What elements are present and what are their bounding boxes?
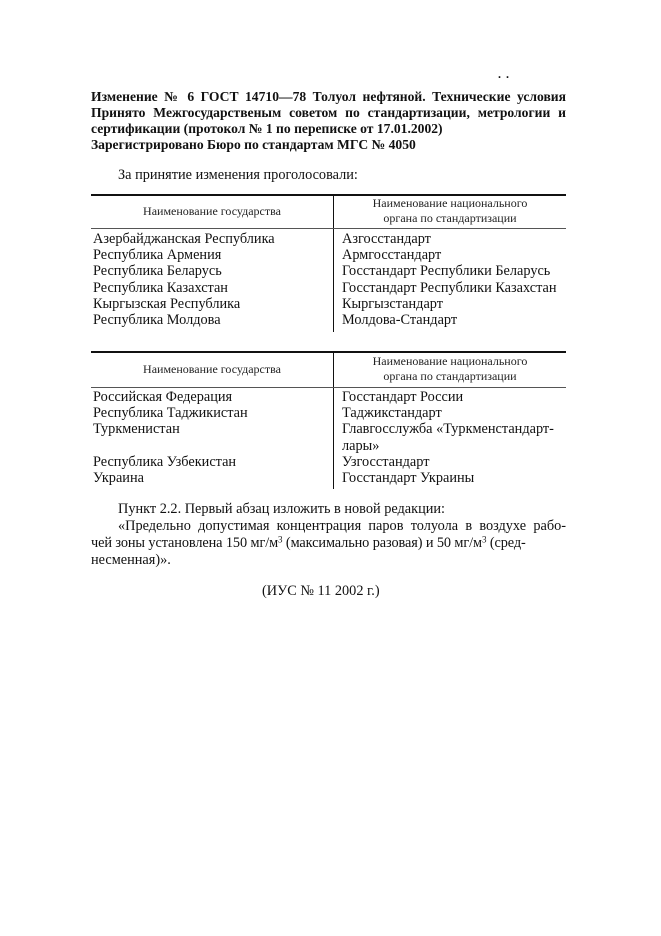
amendment-point: Пункт 2.2. Первый абзац изложить в новой редакции:	[118, 501, 446, 517]
header-dots: . .	[498, 67, 510, 81]
row-state: Республика Армения	[93, 247, 222, 264]
quote-line-3: несменная)».	[91, 552, 171, 568]
voting-table-2	[91, 351, 566, 491]
row-state: Республика Казахстан	[93, 279, 228, 296]
row-state: Украина	[93, 470, 144, 486]
row-state: Азербайджанская Республика	[93, 231, 275, 247]
quote-text-b: (максимально разовая) и 50 мг/м	[282, 535, 482, 551]
row-standards-body: Госстандарт Украины	[342, 470, 475, 486]
header-divider	[91, 228, 566, 229]
row-standards-body: Главгосслужба «Туркменстандарт-	[342, 421, 554, 438]
adopted-line: Принято Межгосударственым советом по стандартизации, метрологии и	[91, 105, 566, 120]
row-standards-body: Кыргызстандарт	[342, 295, 443, 312]
quote-line-2	[91, 535, 526, 551]
row-state: Республика Узбекистан	[93, 453, 237, 470]
row-standards-body: Узгосстандарт	[342, 453, 430, 470]
col-header-state: Наименование государства	[143, 362, 281, 376]
row-standards-body: Армгосстандарт	[342, 247, 442, 264]
amendment-title: Изменение № 6 ГОСТ 14710—78 Толуол нефтяной. Технические условия	[91, 89, 566, 104]
header-divider	[91, 387, 566, 388]
quote-text-a: чей зоны установлена 150 мг/м	[91, 535, 279, 551]
row-standards-body: Молдова-Стандарт	[342, 312, 458, 328]
superscript: 3	[481, 534, 487, 545]
superscript: 3	[278, 534, 283, 545]
col-header-body	[334, 354, 566, 384]
row-state: Туркменистан	[93, 421, 180, 438]
row-standards-body: Таджикстандарт	[342, 405, 442, 422]
col-header-body	[334, 196, 566, 226]
source-reference: (ИУС № 11 2002 г.)	[262, 583, 380, 599]
row-state: Кыргызская Республика	[93, 295, 241, 312]
col-header-body-l2: органа по стандартизации	[383, 369, 517, 383]
row-state: Республика Беларусь	[93, 263, 222, 280]
protocol-line: сертификации (протокол № 1 по переписке от 17.01.2002)	[91, 121, 443, 136]
voting-intro: За принятие изменения проголосовали:	[118, 167, 358, 183]
row-standards-body: Азгосстандарт	[342, 231, 431, 247]
row-standards-body: Госстандарт Республики Казахстан	[342, 279, 557, 296]
row-state: Республика Молдова	[93, 312, 221, 328]
col-header-state: Наименование государства	[143, 204, 281, 218]
voting-table-1	[91, 194, 566, 334]
registration-line: Зарегистрировано Бюро по стандартам МГС № 4050	[91, 137, 416, 152]
row-standards-body-cont: лары»	[342, 437, 380, 454]
row-standards-body: Госстандарт Республики Беларусь	[342, 263, 551, 280]
table-top-border	[91, 351, 566, 353]
row-standards-body: Госстандарт России	[342, 389, 464, 405]
quote-line-1: «Предельно допустимая концентрация паров толуола в воздухе рабо-	[118, 518, 566, 534]
col-header-body-l1: Наименование национального	[372, 354, 528, 368]
row-state: Российская Федерация	[93, 389, 233, 405]
quote-text-c: (сред-	[486, 535, 526, 551]
col-header-body-l2: органа по стандартизации	[383, 211, 517, 225]
row-state: Республика Таджикистан	[93, 405, 248, 422]
col-header-body-l1: Наименование национального	[372, 196, 528, 210]
